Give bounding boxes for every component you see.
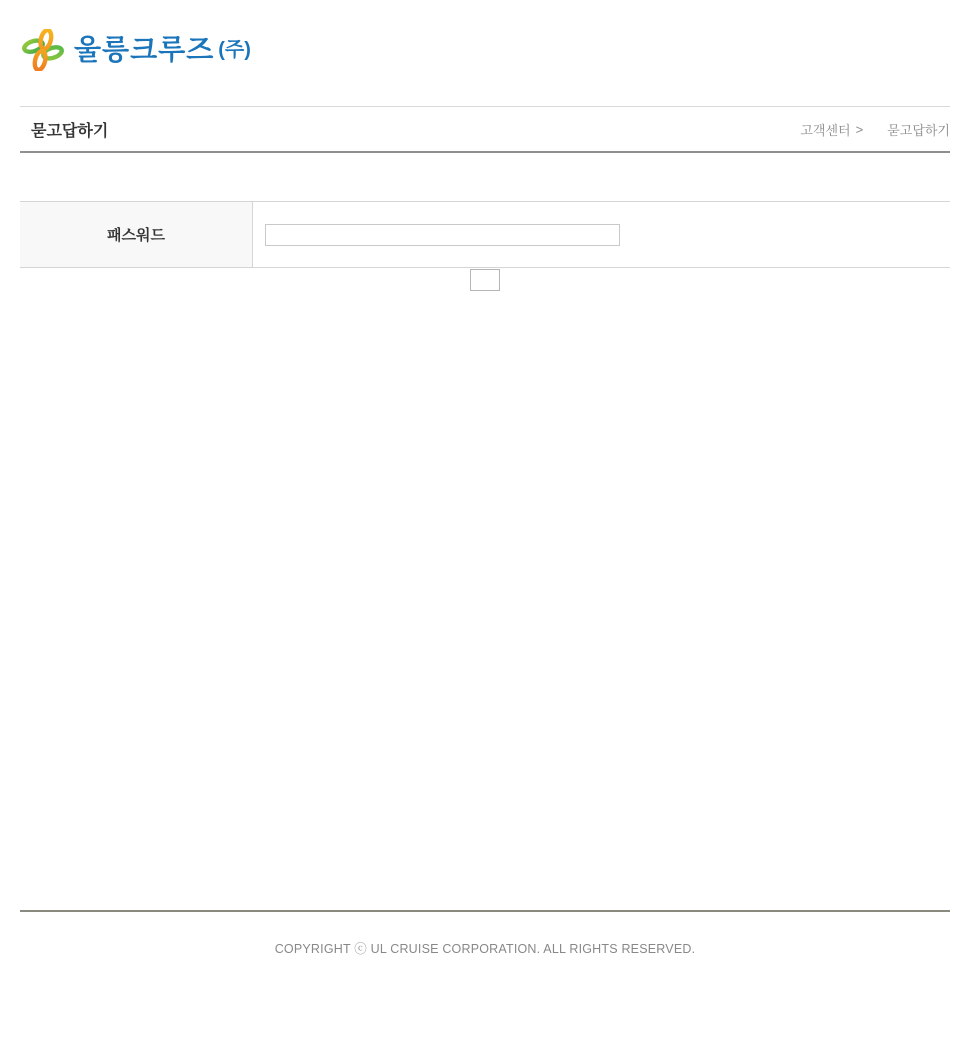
copyright-text: COPYRIGHT ⓒ UL CRUISE CORPORATION. ALL RIGHTS RESERVED. [274,942,696,956]
content-spacer [20,291,950,910]
breadcrumb-current: 묻고답하기 [887,122,950,138]
site-header [20,0,950,106]
logo-pinwheel-icon [22,29,64,71]
site-logo[interactable] [22,29,251,71]
page-container [20,0,950,957]
page-footer [20,910,950,957]
password-input[interactable] [265,224,620,246]
title-bar [20,106,950,153]
logo-company-name: 울릉크루즈 [74,34,215,65]
password-submit-button[interactable] [470,269,500,291]
breadcrumb-separator: > [855,121,864,137]
breadcrumb [800,120,950,139]
page-title: 묻고답하기 [31,122,109,140]
password-label-cell: 패스워드 [20,202,253,267]
password-table [20,201,950,268]
submit-row [20,269,950,291]
logo-company-suffix: (주) [218,39,251,61]
password-input-cell [253,202,950,267]
breadcrumb-parent-link[interactable]: 고객센터 [800,122,851,138]
